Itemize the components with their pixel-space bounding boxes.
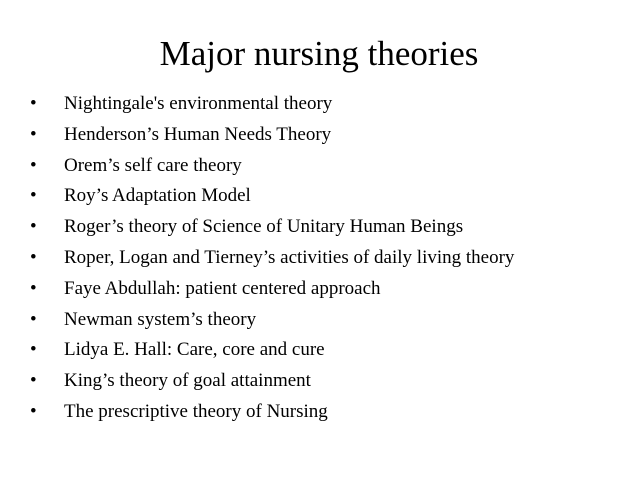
list-item-text: Lidya E. Hall: Care, core and cure — [64, 339, 325, 361]
bullet-icon: • — [30, 154, 37, 176]
list-item-text: Roper, Logan and Tierney’s activities of daily living theory — [64, 246, 515, 268]
list-item-text: Faye Abdullah: patient centered approach — [64, 277, 381, 299]
bullet-icon: • — [30, 339, 37, 361]
list-item-text: Newman system’s theory — [64, 308, 257, 330]
list-item-text: Orem’s self care theory — [64, 154, 242, 176]
list-item — [30, 366, 514, 397]
bullet-icon: • — [30, 370, 37, 392]
list-item — [30, 212, 514, 243]
bullet-icon: • — [30, 246, 37, 268]
bullet-list — [30, 89, 514, 428]
bullet-icon: • — [30, 185, 37, 207]
list-item — [30, 89, 514, 120]
bullet-icon: • — [30, 277, 37, 299]
list-item-text: Henderson’s Human Needs Theory — [64, 123, 332, 145]
bullet-icon: • — [30, 93, 37, 114]
bullet-icon: • — [30, 400, 37, 422]
list-item-text: Roy’s Adaptation Model — [64, 185, 251, 207]
list-item — [30, 243, 514, 274]
list-item-text: The prescriptive theory of Nursing — [64, 400, 328, 422]
list-item — [30, 335, 514, 366]
list-item — [30, 120, 514, 151]
list-item — [30, 151, 514, 182]
bullet-icon: • — [30, 308, 37, 330]
list-item-text: Roger’s theory of Science of Unitary Human Beings — [64, 216, 464, 238]
list-item — [30, 397, 514, 428]
list-item-text: King’s theory of goal attainment — [64, 370, 311, 392]
bullet-icon: • — [30, 216, 37, 238]
list-item — [30, 274, 514, 305]
list-item — [30, 305, 514, 336]
list-item-text: Nightingale's environmental theory — [64, 93, 333, 114]
slide-title: Major nursing theories — [159, 34, 479, 73]
bullet-icon: • — [30, 123, 37, 145]
list-item — [30, 181, 514, 212]
